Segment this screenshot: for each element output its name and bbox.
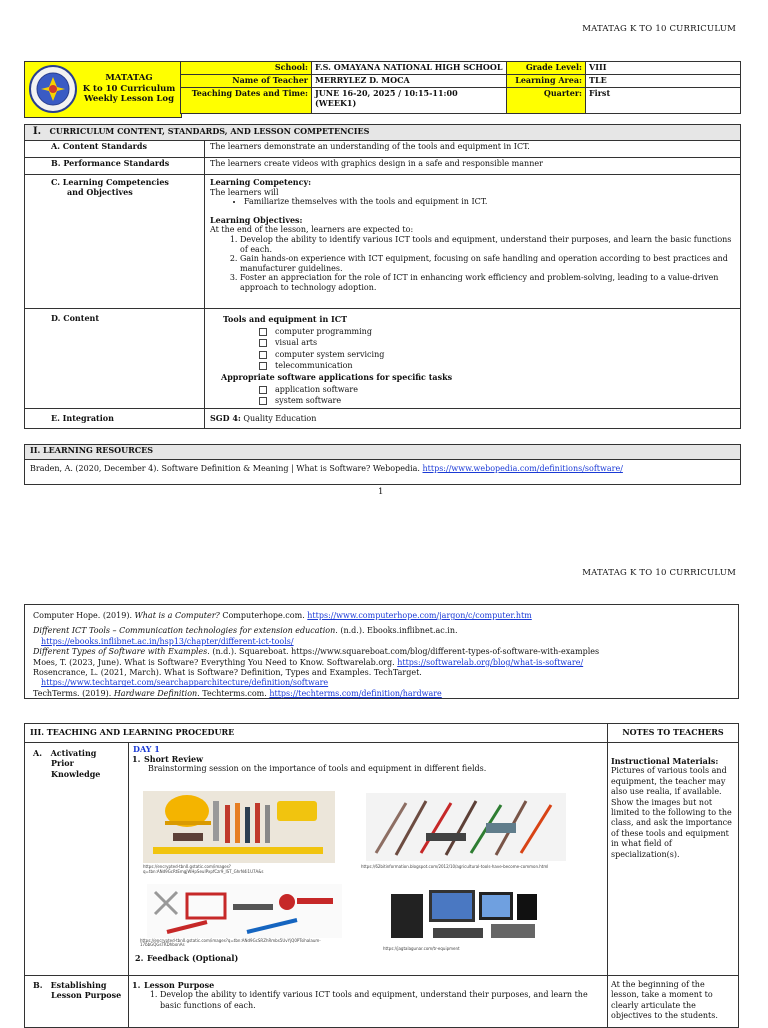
reference-item: Different ICT Tools – Communication technologies for extension education. (n.d.). Ebooks.inflibnet.ac.in.: [33, 626, 458, 636]
school-label: School:: [181, 62, 312, 75]
grade-label: Grade Level:: [507, 62, 586, 75]
computer-equipment-icon: [383, 886, 543, 944]
integration-text: SGD 4: Quality Education: [205, 408, 741, 428]
checkbox-icon: [259, 386, 267, 394]
establishing-label: B. Establishing Lesson Purpose: [25, 975, 129, 1027]
content-label: D. Content: [25, 309, 205, 409]
checkbox-icon: [259, 351, 267, 359]
section-learning-resources: [24, 444, 741, 485]
tools-image-2: [366, 793, 566, 861]
activating-label: A. Activating Prior Knowledge: [25, 743, 129, 976]
activating-content: DAY 1 1. Short Review Brainstorming session on the importance of tools and equipment in different fields.: [129, 743, 608, 976]
page-header: MATATAG K TO 10 CURRICULUM: [582, 24, 736, 34]
checkbox-icon: [259, 362, 267, 370]
content-item: computer system servicing: [259, 349, 737, 361]
tools-image-3: [147, 884, 342, 938]
section1-title: I. CURRICULUM CONTENT, STANDARDS, AND LESSON COMPETENCIES: [25, 125, 741, 141]
reference-item: [33, 637, 730, 647]
content-standards-text: The learners demonstrate an understanding of the tools and equipment in ICT.: [205, 141, 741, 158]
reference-link[interactable]: https://www.techtarget.com/searchapparchitecture/definition/software: [41, 678, 329, 688]
objective-item: 1. Develop the ability to identify various ICT tools and equipment, understand their purposes, and learn the basic functions of each.: [240, 235, 737, 254]
reference-link[interactable]: https://softwarelab.org/blog/what-is-software/: [397, 657, 584, 667]
image-caption: https://encrypted-tbn0.gstatic.com/images?q=tbn:ANd9GcSRZhRmbs5UvYjQ0PTsihalaum-17bbGQGsTKDhbonAs: [140, 938, 321, 948]
content-standards-label: A. Content Standards: [25, 141, 205, 158]
dates-value: JUNE 16-20, 2025 / 10:15-11:00 (WEEK1): [312, 88, 507, 114]
section3-title: III. TEACHING AND LEARNING PROCEDURE: [25, 724, 608, 743]
lesson-purpose-item: 1. Develop the ability to identify various ICT tools and equipment, understand their purposes, and learn the basic functions of each.: [160, 990, 604, 1011]
content-item: computer programming: [259, 326, 737, 338]
checkbox-icon: [259, 328, 267, 336]
garden-tools-icon: [366, 793, 566, 861]
area-label: Learning Area:: [507, 75, 586, 88]
ict-equipment-image: [383, 886, 543, 944]
reference-link[interactable]: https://ebooks.inflibnet.ac.in/hsp13/chapter/different-ict-tools/: [41, 636, 294, 646]
reference-link[interactable]: https://techterms.com/definition/hardware: [269, 688, 442, 698]
section-procedure: [24, 723, 739, 1028]
page-number: 1: [378, 487, 384, 497]
reference-link[interactable]: https://www.webopedia.com/definitions/software/: [422, 464, 623, 473]
reference-item: Rosencrance, L. (2021, March). What is Software? Definition, Types and Examples. TechTarget.: [33, 667, 422, 677]
title-text: MATATAG K to 10 Curriculum Weekly Lesson Log: [82, 73, 176, 105]
image-caption: https://encrypted-tbn0.gstatic.com/images?q=tbn:ANd9GcRtEmgjWHpSeuIPxpfCzr9_IST_GhrN4i1U7A&s: [143, 864, 264, 874]
content-item: visual arts: [259, 337, 737, 349]
content-item: telecommunication: [259, 360, 737, 372]
image-caption: https://jagtalagunar.com/tr-equipment: [383, 946, 460, 951]
objective-item: 3. Foster an appreciation for the role of ICT in enhancing work efficiency and problem-solving, leading to a value-driven approach to technology adoption.: [240, 273, 737, 292]
title-block: [24, 61, 182, 118]
activating-notes: Instructional Materials: Pictures of various tools and equipment, the teacher may also use realia, if available. Show the images but not limited to the following to the class, and ask the importance of these tools and equipment in what field of specialization(s).: [608, 743, 739, 976]
hand-tools-icon: [147, 884, 342, 938]
construction-tools-icon: [143, 791, 335, 863]
teacher-label: Name of Teacher: [181, 75, 312, 88]
checkbox-icon: [259, 397, 267, 405]
integration-label: E. Integration: [25, 408, 205, 428]
area-value: TLE: [586, 75, 741, 88]
reference-item: Computer Hope. (2019). What is a Computer? Computerhope.com. https://www.computerhope.com/jargon/c/computer.htm: [33, 611, 532, 620]
section2-title: II. LEARNING RESOURCES: [25, 445, 741, 460]
reference-item: Moes, T. (2023, June). What is Software? Everything You Need to Know. Softwarelab.org. https://softwarelab.org/blog/what-is-software/: [33, 657, 584, 667]
performance-standards-label: B. Performance Standards: [25, 158, 205, 175]
establishing-content: 1. Lesson Purpose 1. Develop the ability to identify various ICT tools and equipment, understand their purposes, and learn the basic functions of each.: [129, 975, 608, 1027]
reference-item: [33, 678, 730, 688]
info-table: [180, 61, 741, 114]
performance-standards-text: The learners create videos with graphics design in a safe and responsible manner: [205, 158, 741, 175]
grade-value: VIII: [586, 62, 741, 75]
quarter-label: Quarter:: [507, 88, 586, 114]
short-review-text: Brainstorming session on the importance of tools and equipment in different fields.: [148, 764, 487, 774]
dates-label: Teaching Dates and Time:: [181, 88, 312, 114]
reference-item: Different Types of Software with Examples. (n.d.). Squareboat. https://www.squareboat.com/blog/different-types-of-software-with-examples: [33, 647, 600, 657]
competency-item: • Familiarize themselves with the tools and equipment in ICT.: [244, 197, 737, 207]
competencies-content: Learning Competency: The learners will • Familiarize themselves with the tools and equipment in ICT. Learning Objectives: At the end of the lesson, learners are expected to: 1. Develop the ability to identify various ICT tools and equipment, understand their purposes, and learn the basic functions of each. 2. Gain hands-on experience with ICT equipment, focusing on safe handling and operation according to best practices and manufacturer guidelines. 3. Foster an appreciation for the role of ICT in enhancing work efficiency and problem-solving, leading to a value-driven approach to technology adoption.: [205, 175, 741, 309]
teacher-value: MERRYLEZ D. MOCA: [312, 75, 507, 88]
establishing-notes: At the beginning of the lesson, take a moment to clearly articulate the objectives to the students.: [608, 975, 739, 1027]
tools-image-1: [143, 791, 335, 863]
deped-seal-icon: [29, 65, 77, 113]
image-caption: https://62bitinformation.blogspot.com/2012/10/agricultural-tools-have-become-common.html: [361, 864, 549, 869]
reference-item: Braden, A. (2020, December 4). Software Definition & Meaning | What is Software? Webopedia. https://www.webopedia.com/definitions/software/: [25, 460, 741, 485]
objective-item: 2. Gain hands-on experience with ICT equipment, focusing on safe handling and operation according to best practices and manufacturer guidelines.: [240, 254, 737, 273]
checkbox-icon: [259, 339, 267, 347]
section-curriculum: [24, 124, 741, 429]
content-list: Tools and equipment in ICT computer programming visual arts computer system servicing telecommunication Appropriate software applications for specific tasks application software system software: [205, 309, 741, 409]
school-value: F.S. OMAYANA NATIONAL HIGH SCHOOL: [312, 62, 507, 75]
day-label: DAY 1: [133, 744, 160, 754]
feedback-heading: 2. Feedback (Optional): [135, 953, 239, 963]
content-item: system software: [259, 395, 737, 407]
competencies-label: C. Learning Competencies and Objectives: [25, 175, 205, 309]
references-continued: [24, 604, 739, 699]
page-header-2: MATATAG K TO 10 CURRICULUM: [582, 568, 736, 578]
reference-item: TechTerms. (2019). Hardware Definition. Techterms.com. https://techterms.com/definition/hardware: [33, 688, 442, 698]
content-item: application software: [259, 384, 737, 396]
quarter-value: First: [586, 88, 741, 114]
reference-link[interactable]: https://www.computerhope.com/jargon/c/computer.htm: [307, 611, 532, 620]
notes-title: NOTES TO TEACHERS: [608, 724, 739, 743]
